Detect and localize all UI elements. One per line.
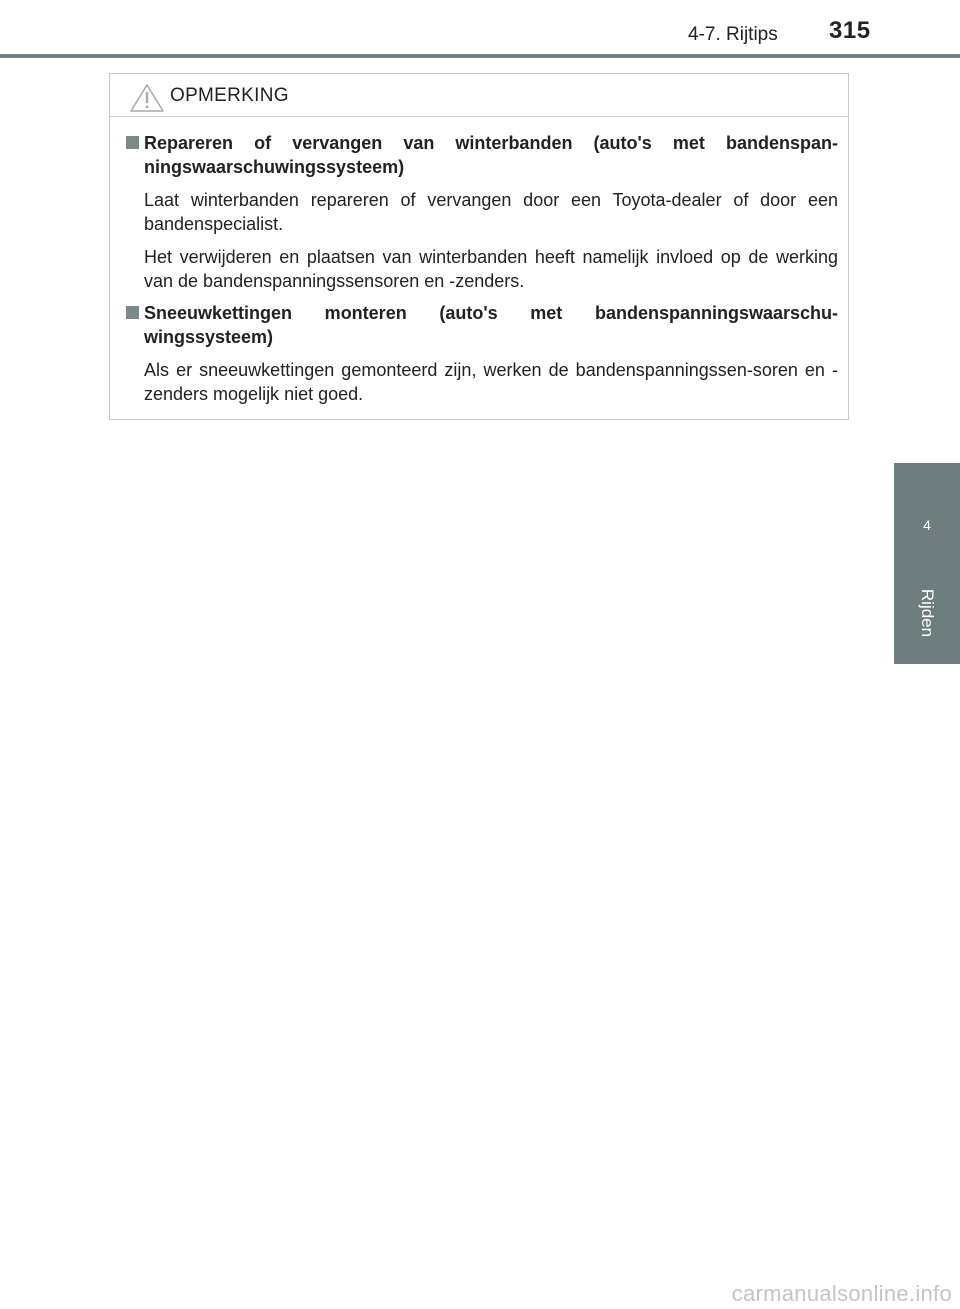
section-label: 4-7. Rijtips <box>688 24 778 45</box>
note-item-heading-text: Repareren of vervangen van winterbanden (auto's met bandenspan-ningswaarschuwingssysteem) <box>144 133 838 177</box>
square-bullet-icon <box>126 136 139 149</box>
watermark: carmanualsonline.info <box>731 1281 952 1306</box>
note-header <box>110 74 848 117</box>
warning-triangle-icon <box>129 83 165 113</box>
page-number: 315 <box>829 17 871 44</box>
note-item <box>126 301 838 406</box>
note-paragraph: Als er sneeuwkettingen gemonteerd zijn, werken de bandenspanningssen-soren en -zenders mogelijk niet goed. <box>144 360 838 404</box>
note-item-heading-text: Sneeuwkettingen monteren (auto's met bandenspanningswaarschu-wingssysteem) <box>144 303 838 347</box>
note-paragraph: Het verwijderen en plaatsen van winterbanden heeft namelijk invloed op de werking van de bandenspanningssensoren en -zenders. <box>144 247 838 291</box>
square-bullet-icon <box>126 306 139 319</box>
note-box <box>109 73 849 420</box>
note-body <box>110 117 848 406</box>
chapter-title: Rijden <box>918 588 937 638</box>
note-item-heading <box>126 131 838 179</box>
chapter-number: 4 <box>923 517 931 533</box>
header-rule <box>0 54 960 58</box>
chapter-side-tab <box>894 463 960 664</box>
note-item <box>126 131 838 293</box>
note-item-heading <box>126 301 838 349</box>
note-title: OPMERKING <box>170 85 289 106</box>
note-paragraph: Laat winterbanden repareren of vervangen door een Toyota-dealer of door een bandenspecialist. <box>144 190 838 234</box>
